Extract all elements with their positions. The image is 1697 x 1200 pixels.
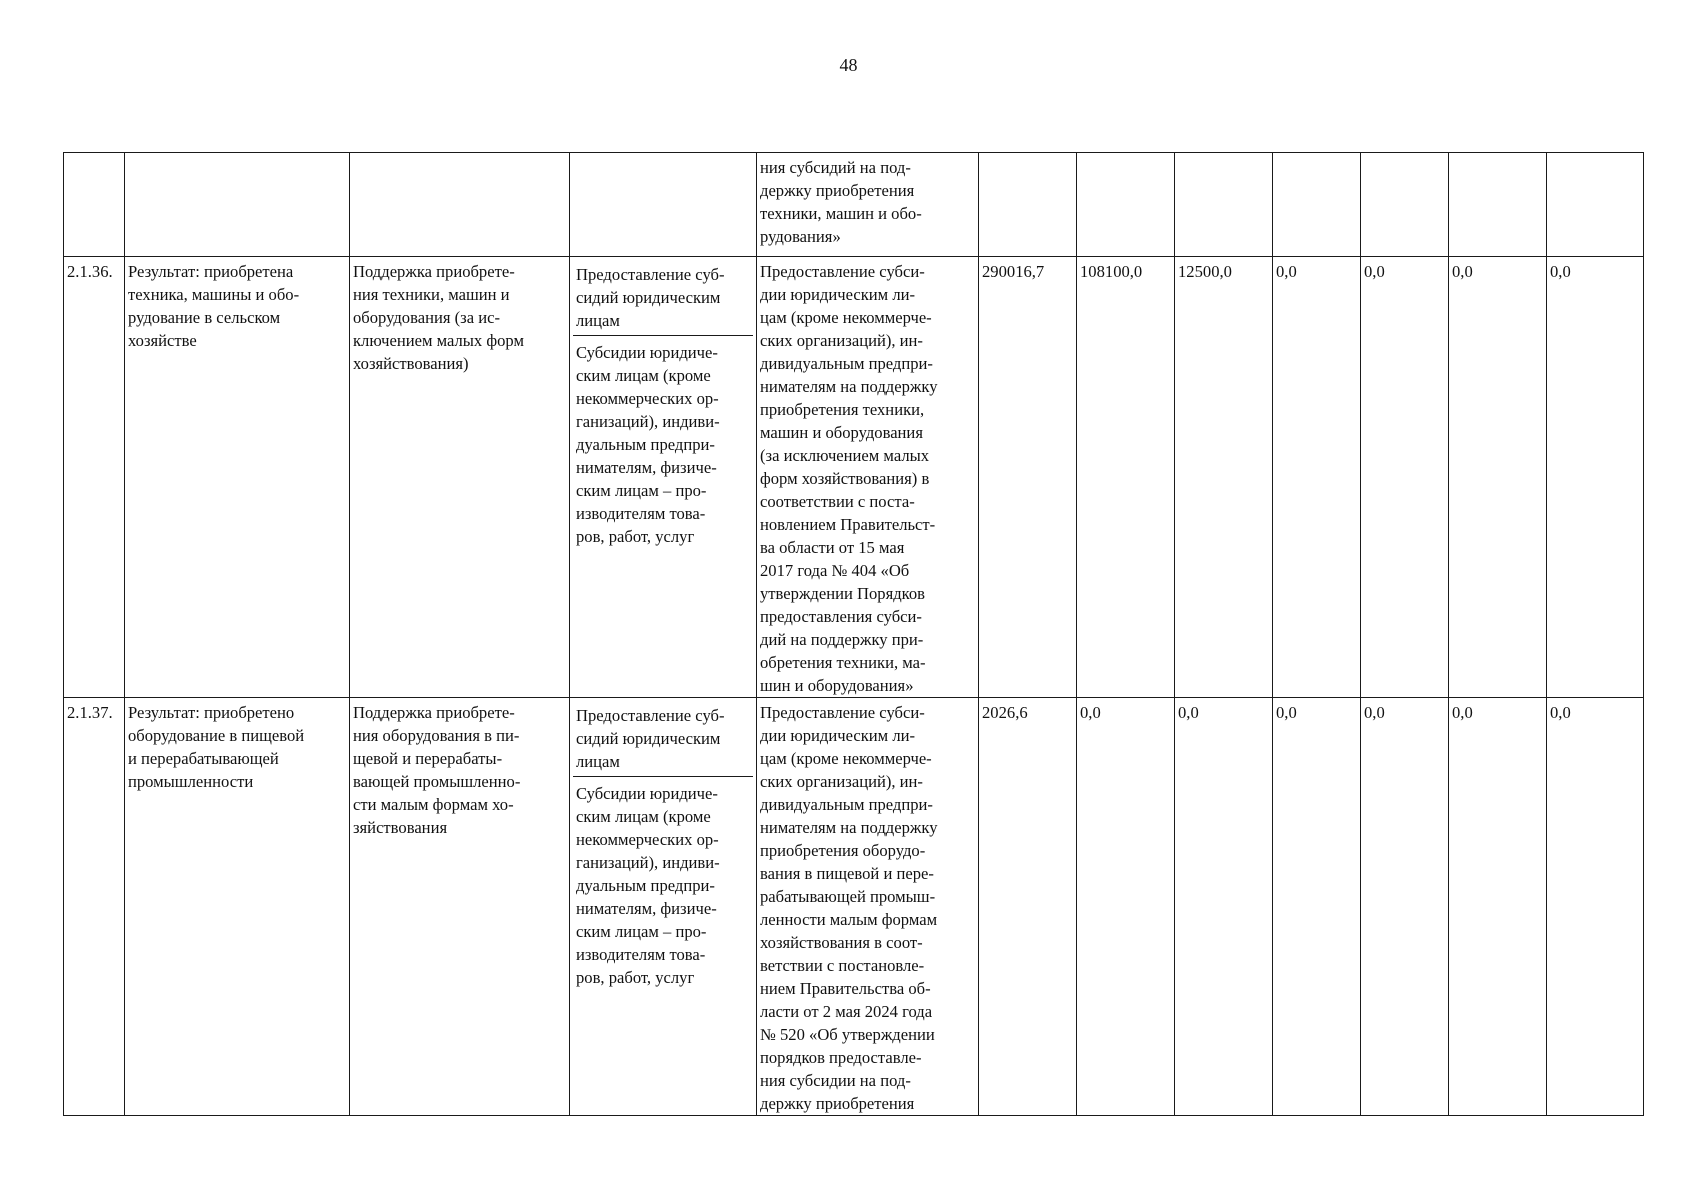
value-cell: 0,0: [1077, 698, 1175, 1116]
activity-cell: Поддержка приобрете- ния техники, машин и оборудования (за ис- ключением малых форм хозяйствования): [350, 257, 570, 698]
cell-empty: [1077, 153, 1175, 257]
mechanism-recipients: Субсидии юридиче- ским лицам (кроме некоммерческих ор- ганизаций), индиви- дуальным предпри- нимателям, физиче- ским лицам – про- изводителям това- ров, работ, услуг: [576, 343, 720, 546]
value-cell: 0,0: [1547, 698, 1644, 1116]
value-cell: 2026,6: [979, 698, 1077, 1116]
result-cell: Результат: приобретена техника, машины и обо- рудование в сельском хозяйстве: [125, 257, 350, 698]
cell-empty: [1547, 153, 1644, 257]
result-cell: Результат: приобретено оборудование в пищевой и перерабатывающей промышленности: [125, 698, 350, 1116]
cell-empty: [1361, 153, 1449, 257]
value-cell: 12500,0: [1175, 257, 1273, 698]
row-number: 2.1.37.: [64, 698, 125, 1116]
mechanism-cell: [570, 257, 757, 698]
cell-empty: [125, 153, 350, 257]
program-table: [63, 152, 1644, 1116]
activity-cell: Поддержка приобрете- ния оборудования в пи- щевой и перерабаты- вающей промышленно- сти малым формам хо- зяйствования: [350, 698, 570, 1116]
value-cell: 0,0: [1361, 257, 1449, 698]
mechanism-cell: [570, 698, 757, 1116]
cell-empty: [350, 153, 570, 257]
cell-empty: [979, 153, 1077, 257]
mechanism-type: Предоставление суб- сидий юридическим лицам: [573, 260, 753, 336]
value-cell: 0,0: [1273, 698, 1361, 1116]
basis-continuation-cell: ния субсидий на под- держку приобретения техники, машин и обо- рудования»: [757, 153, 979, 257]
page-number: 48: [839, 55, 858, 75]
row-number: 2.1.36.: [64, 257, 125, 698]
mechanism-recipients: Субсидии юридиче- ским лицам (кроме некоммерческих ор- ганизаций), индиви- дуальным предпри- нимателям, физиче- ским лицам – про- изводителям това- ров, работ, услуг: [576, 784, 720, 987]
table-row-2-1-36: [64, 257, 1644, 698]
value-cell: 0,0: [1273, 257, 1361, 698]
table-row-2-1-37: [64, 698, 1644, 1116]
basis-cell: Предоставление субси- дии юридическим ли- цам (кроме некоммерче- ских организаций), ин- дивидуальным предпри- нимателям на поддержку приобретения оборудо- вания в пищевой и пере- рабатывающей промыш- ленности малым формам хозяйствования в соот- ветствии с постановле- нием Правительства об- ласти от 2 мая 2024 года № 520 «Об утверждении порядков предоставле- ния субсидии на под- держку приобретения: [757, 698, 979, 1116]
cell-empty: [64, 153, 125, 257]
cell-empty: [1175, 153, 1273, 257]
value-cell: 0,0: [1361, 698, 1449, 1116]
basis-cell: Предоставление субси- дии юридическим ли- цам (кроме некоммерче- ских организаций), ин- дивидуальным предпри- нимателям на поддержку приобретения техники, машин и оборудования (за исключением малых форм хозяйствования) в соответствии с поста- новлением Правительст- ва области от 15 мая 2017 года № 404 «Об утверждении Порядков предоставления субси- дий на поддержку при- обретения техники, ма- шин и оборудования»: [757, 257, 979, 698]
value-cell: 0,0: [1175, 698, 1273, 1116]
cell-empty: [1449, 153, 1547, 257]
mechanism-type: Предоставление суб- сидий юридическим лицам: [573, 701, 753, 777]
value-cell: 108100,0: [1077, 257, 1175, 698]
value-cell: 290016,7: [979, 257, 1077, 698]
cell-empty: [1273, 153, 1361, 257]
value-cell: 0,0: [1449, 698, 1547, 1116]
value-cell: 0,0: [1547, 257, 1644, 698]
value-cell: 0,0: [1449, 257, 1547, 698]
cell-empty: [570, 153, 757, 257]
continuation-row: [64, 153, 1644, 257]
